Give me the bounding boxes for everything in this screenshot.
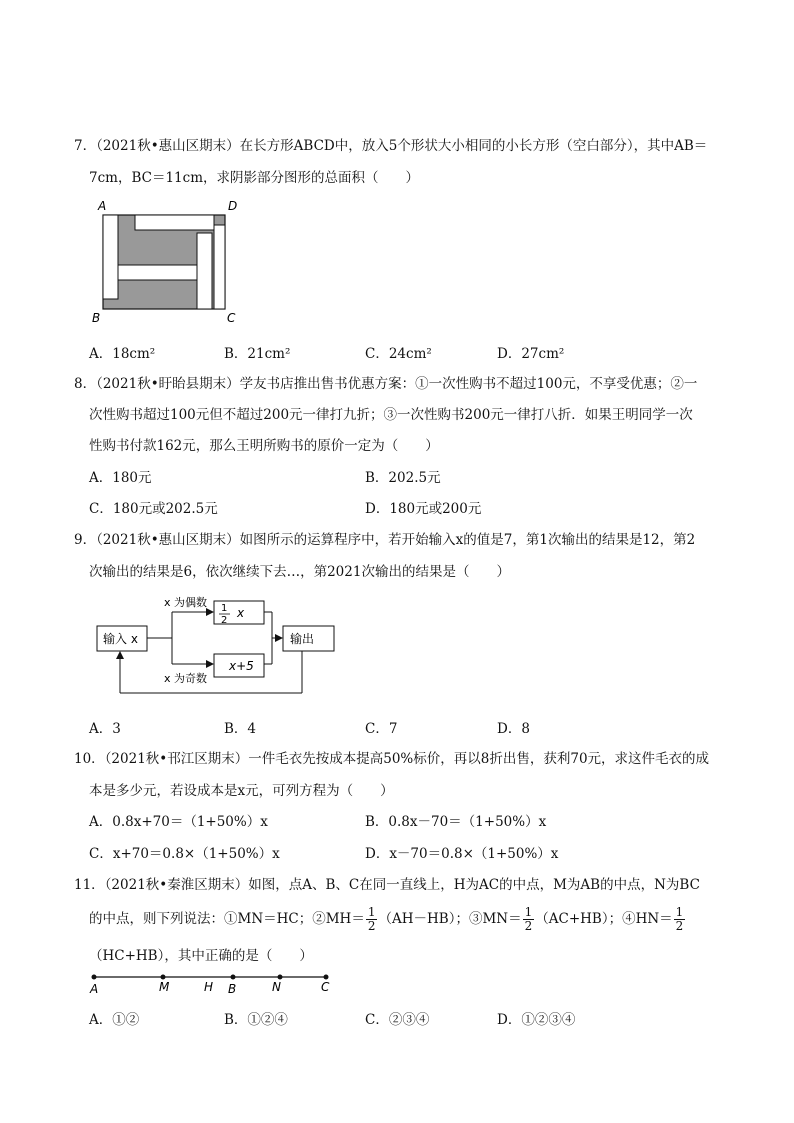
q7-option-c[interactable]: C．24cm²	[365, 346, 432, 362]
q8-option-b[interactable]: B．202.5元	[365, 470, 441, 486]
label-point-b: B	[228, 982, 237, 996]
q8-line2: 次性购书超过100元但不超过200元一律打九折；③一次性购书200元一律打八折．如果王明同学一次	[89, 407, 693, 423]
q11-number-line	[86, 968, 336, 998]
label-point-m: M	[159, 980, 170, 994]
label-point-a: A	[90, 982, 99, 996]
q9-number: 9．	[74, 532, 97, 548]
q7-line1: （2021秋•惠山区期末）在长方形ABCD中，放入5个形状大小相同的小长方形（空白部分），其中AB＝	[96, 138, 708, 154]
fraction-half-2: $\frac{1}{2}$	[524, 905, 533, 933]
fraction-half-3: $\frac{1}{2}$	[675, 905, 684, 933]
q11-line1: （2021秋•秦淮区期末）如图，点A、B、C在同一直线上，H为AC的中点，M为AB的中点，N为BC	[104, 877, 700, 893]
q8-number: 8．	[74, 376, 97, 392]
small-rect-5	[214, 225, 225, 309]
q7-option-d[interactable]: D．27cm²	[497, 346, 565, 362]
q7-rectangle-figure	[88, 196, 248, 326]
q8-option-a[interactable]: A．180元	[89, 470, 152, 486]
label-b: B	[92, 311, 101, 325]
q11-number: 11．	[74, 877, 105, 893]
odd-label: x 为奇数	[164, 672, 208, 685]
q8-line1: （2021秋•盱眙县期末）学友书店推出售书优惠方案：①一次性购书不超过100元，不享受优惠；②一	[96, 376, 698, 392]
q9-option-d[interactable]: D．8	[497, 721, 530, 737]
q11-line2-part3: （AC+HB）；④HN＝	[535, 911, 673, 927]
point-b	[231, 975, 236, 980]
q11-line2-part2: （AH－HB）；③MN＝	[378, 911, 522, 927]
q11-line2	[89, 906, 686, 933]
q11-option-c[interactable]: C．②③④	[365, 1012, 430, 1028]
q8-option-c[interactable]: C．180元或202.5元	[89, 501, 218, 517]
even-label: x 为偶数	[164, 596, 208, 609]
q10-text	[74, 747, 709, 767]
q10-number: 10．	[74, 751, 105, 767]
q10-option-d[interactable]: D．x－70＝0.8×（1+50%）x	[365, 846, 559, 862]
q11-option-b[interactable]: B．①②④	[224, 1012, 288, 1028]
q11-text	[74, 873, 700, 893]
small-rect-3	[118, 265, 197, 280]
q10-line1: （2021秋•邗江区期末）一件毛衣先按成本提高50%标价，再以8折出售，获利70元，求这件毛衣的成	[104, 751, 710, 767]
small-rect-1	[103, 215, 118, 299]
half-den: 2	[221, 615, 228, 626]
q10-line2: 本是多少元，若设成本是x元，可列方程为（ ）	[89, 783, 394, 799]
input-label: 输入 x	[103, 632, 138, 646]
label-point-n: N	[272, 980, 281, 994]
fraction-half-1: $\frac{1}{2}$	[367, 905, 376, 933]
q9-option-a[interactable]: A．3	[89, 721, 121, 737]
label-point-c: C	[321, 980, 330, 994]
q11-line2-part1: 的中点，则下列说法：①MN＝HC；②MH＝	[89, 911, 365, 927]
q9-text	[74, 528, 695, 548]
q7-number: 7．	[74, 138, 97, 154]
q10-option-c[interactable]: C．x+70＝0.8×（1+50%）x	[89, 846, 280, 862]
label-a: A	[98, 199, 107, 213]
q11-line3: （HC+HB），其中正确的是（ ）	[89, 948, 313, 964]
half-var: x	[237, 606, 245, 620]
point-a	[92, 975, 97, 980]
q7-text	[74, 134, 707, 154]
q11-option-a[interactable]: A．①②	[89, 1012, 140, 1028]
q8-text	[74, 372, 697, 392]
point-n	[278, 975, 283, 980]
q9-line2: 次输出的结果是6，依次继续下去…，第2021次输出的结果是（ ）	[89, 564, 510, 580]
q9-line1: （2021秋•惠山区期末）如图所示的运算程序中，若开始输入x的值是7，第1次输出的结果是12，第2	[96, 532, 696, 548]
label-point-h: H	[204, 980, 214, 994]
plus5-label: x+5	[229, 659, 254, 673]
label-d: D	[228, 199, 238, 213]
q8-line3: 性购书付款162元，那么王明所购书的原价一定为（ ）	[89, 438, 439, 454]
q9-flowchart	[92, 592, 342, 702]
q9-option-c[interactable]: C．7	[365, 721, 398, 737]
q10-option-b[interactable]: B．0.8x－70＝（1+50%）x	[365, 814, 547, 830]
q8-option-d[interactable]: D．180元或200元	[365, 501, 482, 517]
point-m	[161, 975, 166, 980]
q10-option-a[interactable]: A．0.8x+70＝（1+50%）x	[89, 814, 268, 830]
point-c	[324, 975, 329, 980]
small-rect-4	[197, 233, 212, 309]
q11-option-d[interactable]: D．①②③④	[497, 1012, 576, 1028]
label-c: C	[227, 311, 236, 325]
q7-line2: 7cm，BC＝11cm，求阴影部分图形的总面积（ ）	[89, 170, 419, 186]
half-num: 1	[221, 603, 228, 614]
q9-option-b[interactable]: B．4	[224, 721, 257, 737]
q7-option-b[interactable]: B．21cm²	[224, 346, 291, 362]
small-rect-2	[135, 215, 214, 230]
q7-option-a[interactable]: A．18cm²	[89, 346, 156, 362]
output-label: 输出	[290, 632, 315, 646]
